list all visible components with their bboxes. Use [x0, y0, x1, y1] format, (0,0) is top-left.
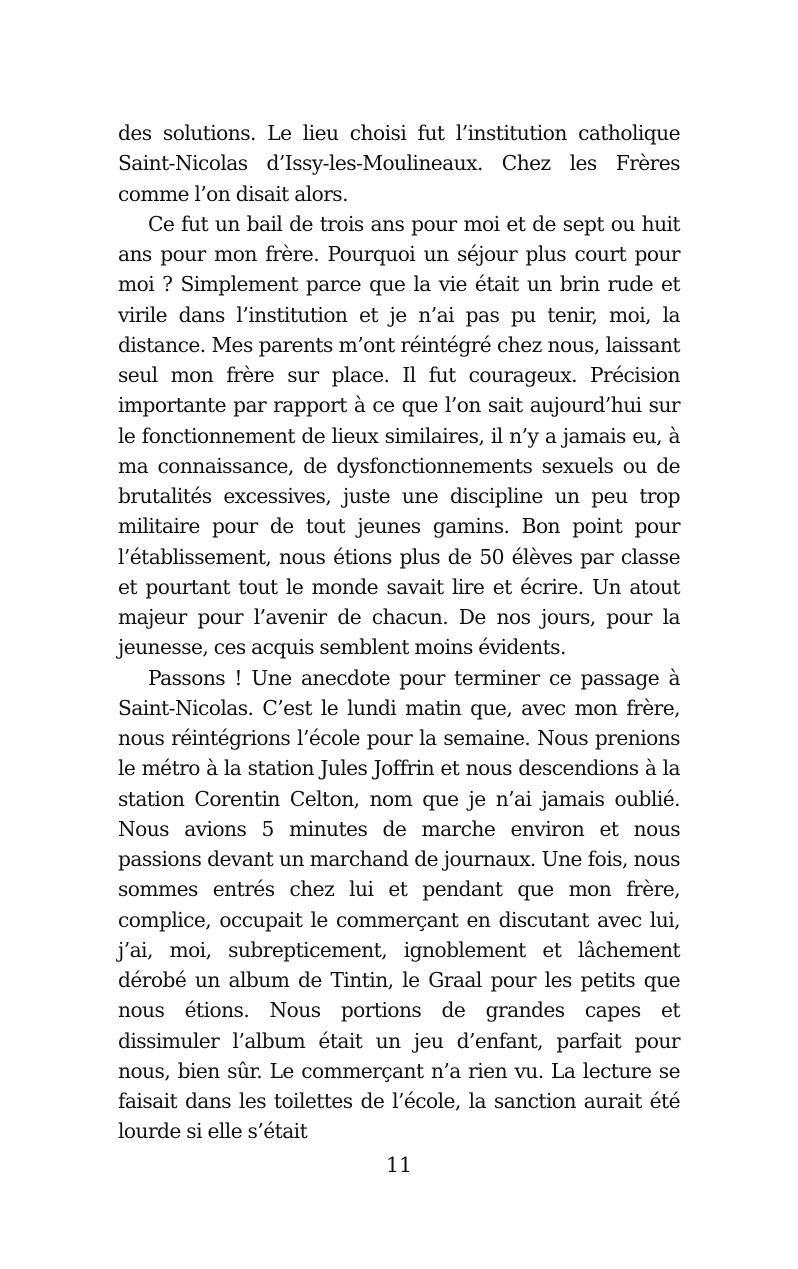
paragraph-boarding-school: Ce fut un bail de trois ans pour moi et de sept ou huit ans pour mon frère. Pourquoi un séjour plus court pour moi ? Simplement parce que la vie était un brin rude et virile dans l’institution et je n’ai pas pu tenir, moi, la distance. Mes parents m’ont réintégré chez nous, laissant seul mon frère sur place. Il fut courageux. Précision importante par rapport à ce que l’on sait aujourd’hui sur le fonctionnement de lieux similaires, il n’y a jamais eu, à ma connaissance, de dysfonctionnements sexuels ou de brutalités excessives, juste une discipline un peu trop militaire pour de tout jeunes gamins. Bon point pour l’établissement, nous étions plus de 50 élèves par classe et pourtant tout le monde savait lire et écrire. Un atout majeur pour l’avenir de chacun. De nos jours, pour la jeunesse, ces acquis semblent moins évidents. [118, 211, 680, 660]
page-number: 11 [385, 1153, 413, 1177]
page-body [118, 118, 680, 1147]
paragraph-continuation: des solutions. Le lieu choisi fut l’institution catholique Saint-Nicolas d’Issy-les-Moulineaux. Chez les Frères comme l’on disait alors. [118, 121, 680, 206]
paragraph-anecdote: Passons ! Une anecdote pour terminer ce passage à Saint-Nicolas. C’est le lundi matin que, avec mon frère, nous réintégrions l’école pour la semaine. Nous prenions le métro à la station Jules Joffrin et nous descendions à la station Corentin Celton, nom que je n’ai jamais oublié. Nous avions 5 minutes de marche environ et nous passions devant un marchand de journaux. Une fois, nous sommes entrés chez lui et pendant que mon frère, complice, occupait le commerçant en discutant avec lui, j’ai, moi, subrepticement, ignoblement et lâchement dérobé un album de Tintin, le Graal pour les petits que nous étions. Nous portions de grandes capes et dissimuler l’album était un jeu d’enfant, parfait pour nous, bien sûr. Le commerçant n’a rien vu. La lecture se faisait dans les toilettes de l’école, la sanction aurait été lourde si elle s’était [118, 665, 680, 1144]
